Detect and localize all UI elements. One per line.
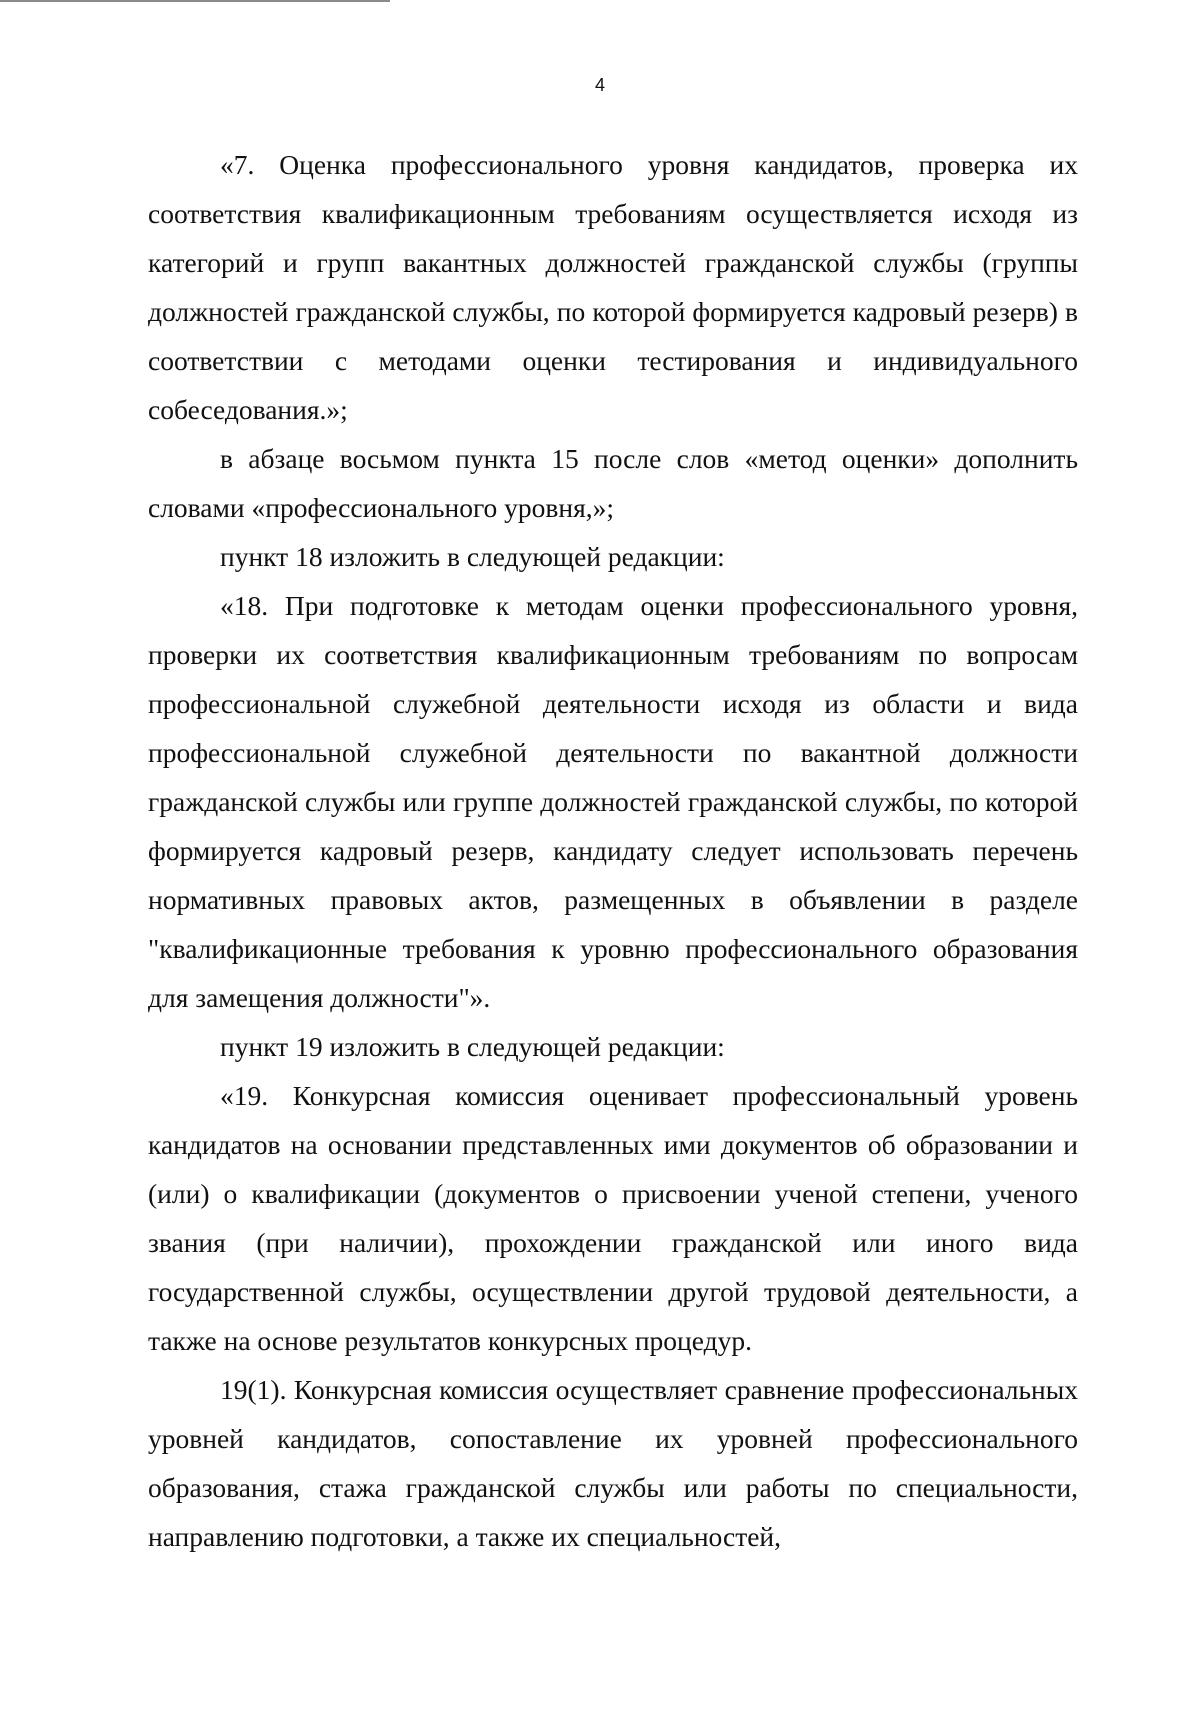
paragraph-point-18-intro: пункт 18 изложить в следующей редакции: bbox=[220, 541, 725, 572]
paragraph-item-19-1: 19(1). Конкурсная комиссия осуществляет сравнение профессиональных уровней кандидатов, сопоставление их уровней профессионального образования, стажа гражданской службы или работы по специальности, направлению подготовки, а также их специальностей, bbox=[148, 1374, 1078, 1552]
scan-edge-line bbox=[0, 0, 390, 2]
document-body bbox=[148, 140, 1078, 1561]
paragraph-item-7: «7. Оценка профессионального уровня кандидатов, проверка их соответствия квалификационным требованиям осуществляется исходя из категорий и групп вакантных должностей гражданской службы (группы должностей гражданской службы, по которой формируется кадровый резерв) в соответствии с методами оценки тестирования и индивидуального собеседования.»; bbox=[148, 149, 1078, 425]
paragraph-amendment-point-15: в абзаце восьмом пункта 15 после слов «метод оценки» дополнить словами «профессионального уровня,»; bbox=[148, 443, 1078, 523]
paragraph-point-19-intro: пункт 19 изложить в следующей редакции: bbox=[220, 1031, 725, 1062]
paragraph-item-19: «19. Конкурсная комиссия оценивает профессиональный уровень кандидатов на основании представленных ими документов об образовании и (или) о квалификации (документов о присвоении ученой степени, ученого звания (при наличии), прохождении гражданской или иного вида государственной службы, осуществлении другой трудовой деятельности, а также на основе результатов конкурсных процедур. bbox=[148, 1080, 1078, 1356]
page-number: 4 bbox=[594, 75, 605, 95]
paragraph-item-18: «18. При подготовке к методам оценки профессионального уровня, проверки их соответствия квалификационным требованиям по вопросам профессиональной служебной деятельности исходя из области и вида профессиональной служебной деятельности по вакантной должности гражданской службы или группе должностей гражданской службы, по которой формируется кадровый резерв, кандидату следует использовать перечень нормативных правовых актов, размещенных в объявлении в разделе "квалификационные требования к уровню профессионального образования для замещения должности"». bbox=[148, 590, 1078, 1013]
